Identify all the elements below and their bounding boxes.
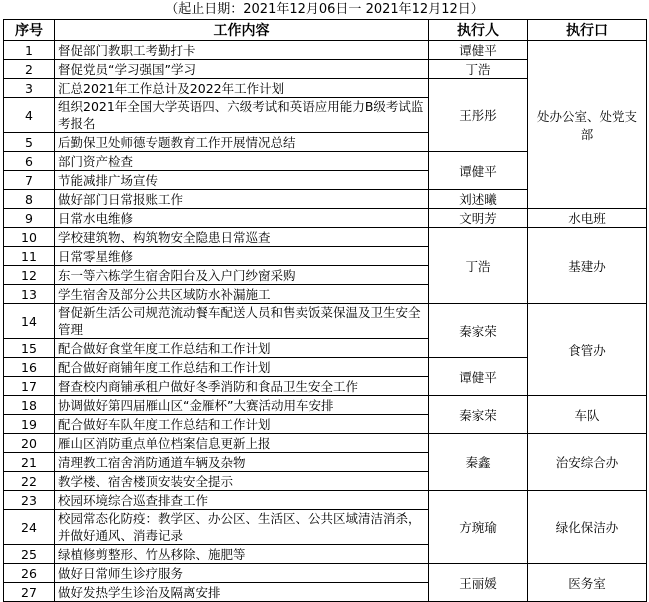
header-person: 执行人	[429, 20, 528, 41]
row-task: 配合做好商铺年度工作总结和工作计划	[55, 358, 429, 377]
row-task: 督促新生活公司规范流动餐车配送人员和售卖饭菜保温及卫生安全管理	[55, 304, 429, 339]
row-no: 25	[4, 545, 55, 564]
row-no: 20	[4, 434, 55, 453]
executor-cell: 谭健平	[429, 358, 528, 396]
row-task: 配合做好车队年度工作总结和工作计划	[55, 415, 429, 434]
row-no: 27	[4, 583, 55, 602]
executor-cell: 方琬瑜	[429, 491, 528, 564]
row-no: 12	[4, 266, 55, 285]
executor-cell: 谭健平	[429, 41, 528, 60]
row-no: 21	[4, 453, 55, 472]
table-row	[4, 491, 647, 510]
department-cell: 基建办	[528, 228, 647, 304]
row-task: 督查校内商铺承租户做好冬季消防和食品卫生安全工作	[55, 377, 429, 396]
row-task: 汇总2021年工作总计及2022年工作计划	[55, 79, 429, 98]
executor-cell: 秦鑫	[429, 434, 528, 491]
row-task: 日常零星维修	[55, 247, 429, 266]
row-no: 18	[4, 396, 55, 415]
executor-cell: 王彤彤	[429, 79, 528, 152]
row-no: 19	[4, 415, 55, 434]
row-task: 后勤保卫处师德专题教育工作开展情况总结	[55, 133, 429, 152]
header-task: 工作内容	[55, 20, 429, 41]
executor-cell: 刘述曦	[429, 190, 528, 209]
row-task: 雁山区消防重点单位档案信息更新上报	[55, 434, 429, 453]
executor-cell: 丁浩	[429, 228, 528, 304]
department-cell: 水电班	[528, 209, 647, 228]
row-no: 5	[4, 133, 55, 152]
executor-cell: 谭健平	[429, 152, 528, 190]
executor-cell: 丁浩	[429, 60, 528, 79]
department-cell: 食管办	[528, 304, 647, 396]
row-no: 15	[4, 339, 55, 358]
table-row	[4, 304, 647, 339]
row-task: 教学楼、宿舍楼顶安装安全提示	[55, 472, 429, 491]
row-no: 16	[4, 358, 55, 377]
row-task: 协调做好第四届雁山区“金雁杯”大赛活动用车安排	[55, 396, 429, 415]
table-row	[4, 396, 647, 415]
row-no: 7	[4, 171, 55, 190]
row-no: 23	[4, 491, 55, 510]
row-no: 22	[4, 472, 55, 491]
row-task: 督促部门教职工考勤打卡	[55, 41, 429, 60]
department-cell: 处办公室、处党支部	[528, 41, 647, 209]
row-task: 日常水电维修	[55, 209, 429, 228]
row-task: 做好发热学生诊治及隔离安排	[55, 583, 429, 602]
row-no: 3	[4, 79, 55, 98]
row-no: 6	[4, 152, 55, 171]
department-cell: 车队	[528, 396, 647, 434]
table-row	[4, 228, 647, 247]
row-task: 校园常态化防疫：教学区、办公区、生活区、公共区域清洁消杀，并做好通风、消毒记录	[55, 510, 429, 545]
row-no: 11	[4, 247, 55, 266]
header-dept: 执行口	[528, 20, 647, 41]
row-task: 部门资产检查	[55, 152, 429, 171]
row-no: 4	[4, 98, 55, 133]
executor-cell: 秦家荣	[429, 304, 528, 358]
row-task: 绿植修剪整形、竹丛移除、施肥等	[55, 545, 429, 564]
department-cell: 医务室	[528, 564, 647, 602]
row-task: 配合做好食堂年度工作总结和工作计划	[55, 339, 429, 358]
row-no: 14	[4, 304, 55, 339]
row-task: 做好部门日常报账工作	[55, 190, 429, 209]
row-no: 10	[4, 228, 55, 247]
row-no: 2	[4, 60, 55, 79]
row-no: 9	[4, 209, 55, 228]
row-task: 校园环境综合巡查排查工作	[55, 491, 429, 510]
row-task: 节能减排广场宣传	[55, 171, 429, 190]
row-no: 17	[4, 377, 55, 396]
department-cell: 治安综合办	[528, 434, 647, 491]
executor-cell: 秦家荣	[429, 396, 528, 434]
row-task: 督促党员“学习强国”学习	[55, 60, 429, 79]
header-no: 序号	[4, 20, 55, 41]
row-no: 24	[4, 510, 55, 545]
department-cell: 绿化保洁办	[528, 491, 647, 564]
table-row	[4, 434, 647, 453]
row-task: 学生宿舍及部分公共区域防水补漏施工	[55, 285, 429, 304]
row-no: 13	[4, 285, 55, 304]
row-task: 做好日常师生诊疗服务	[55, 564, 429, 583]
date-range-caption: （起止日期：2021年12月06日一 2021年12月12日）	[165, 2, 484, 17]
work-schedule-table	[3, 19, 647, 602]
row-task: 学校建筑物、构筑物安全隐患日常巡查	[55, 228, 429, 247]
row-no: 8	[4, 190, 55, 209]
row-task: 东一等六栋学生宿舍阳台及入户门纱窗采购	[55, 266, 429, 285]
table-row	[4, 41, 647, 60]
row-no: 26	[4, 564, 55, 583]
table-row	[4, 209, 647, 228]
row-task: 清理教工宿舍消防通道车辆及杂物	[55, 453, 429, 472]
executor-cell: 文明芳	[429, 209, 528, 228]
row-no: 1	[4, 41, 55, 60]
row-task: 组织2021年全国大学英语四、六级考试和英语应用能力B级考试监考报名	[55, 98, 429, 133]
executor-cell: 王丽媛	[429, 564, 528, 602]
